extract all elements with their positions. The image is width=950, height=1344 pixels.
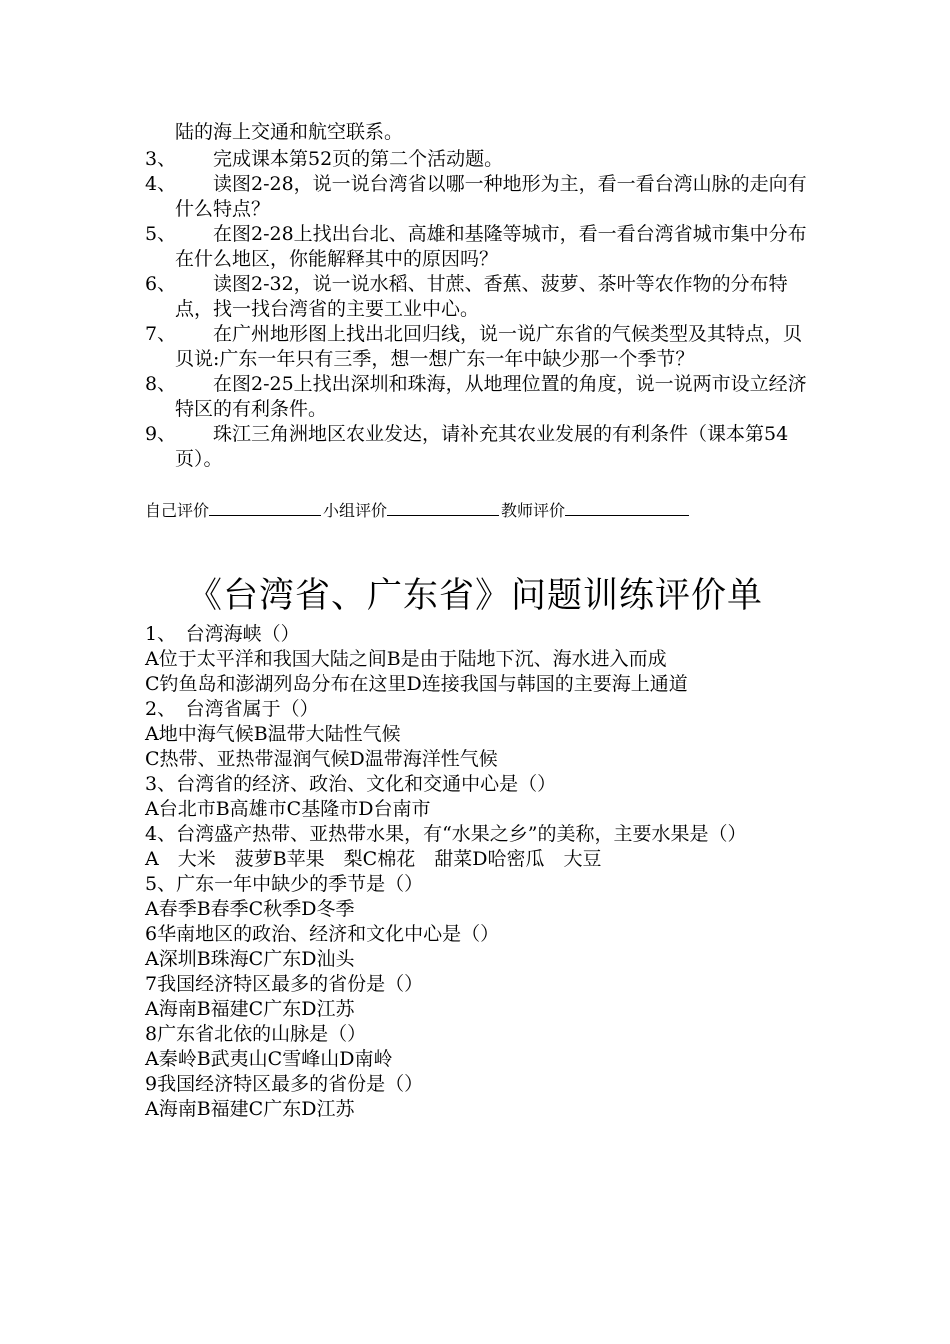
item-text: 读图2-28，说一说台湾省以哪一种地形为主，看一看台湾山脉的走向有什么特点？ [175, 173, 807, 220]
item-text: 在广州地形图上找出北回归线，说一说广东省的气候类型及其特点，贝贝说:广东一年只有三季，想一想广东一年中缺少那一个季节？ [175, 323, 803, 370]
list-item [145, 422, 810, 472]
evaluation-row [145, 498, 691, 523]
group-eval-label: 小组评价 [323, 501, 388, 520]
item-number: 8、 [145, 373, 177, 395]
self-eval-blank[interactable] [209, 498, 321, 516]
list-item [145, 172, 810, 222]
quiz-line: C钓鱼岛和澎湖列岛分布在这里D连接我国与韩国的主要海上通道 [145, 673, 688, 695]
quiz-line: A 大米 菠萝B苹果 梨C棉花 甜菜D哈密瓜 大豆 [145, 848, 602, 870]
teacher-eval-label: 教师评价 [501, 501, 566, 520]
list-continuation: 陆的海上交通和航空联系。 [175, 121, 404, 143]
item-number: 9、 [145, 423, 177, 445]
quiz-line: A海南B福建C广东D江苏 [145, 998, 355, 1020]
group-eval-blank[interactable] [387, 498, 499, 516]
quiz-line: 3、台湾省的经济、政治、文化和交通中心是（） [145, 773, 557, 795]
list-item [145, 322, 810, 372]
self-eval-label: 自己评价 [145, 501, 210, 520]
item-number: 3、 [145, 148, 177, 170]
quiz-line: 6华南地区的政治、经济和文化中心是（） [145, 923, 500, 945]
item-text: 完成课本第52页的第二个活动题。 [213, 148, 504, 170]
quiz-line: A春季B春季C秋季D冬季 [145, 898, 355, 920]
item-number: 4、 [145, 173, 177, 195]
page-title: 《台湾省、广东省》问题训练评价单 [186, 576, 763, 616]
quiz-line: 9我国经济特区最多的省份是（） [145, 1073, 424, 1095]
quiz-line: C热带、亚热带湿润气候D温带海洋性气候 [145, 748, 498, 770]
quiz-line: 1、 台湾海峡（） [145, 623, 300, 645]
quiz-line: A深圳B珠海C广东D汕头 [145, 948, 355, 970]
quiz-line: A秦岭B武夷山C雪峰山D南岭 [145, 1048, 393, 1070]
quiz-line: 5、广东一年中缺少的季节是（） [145, 873, 424, 895]
item-number: 5、 [145, 223, 177, 245]
item-text: 在图2-28上找出台北、高雄和基隆等城市，看一看台湾省城市集中分布在什么地区，你能解释其中的原因吗？ [175, 223, 807, 270]
quiz-line: 8广东省北依的山脉是（） [145, 1023, 367, 1045]
quiz-line: A台北市B高雄市C基隆市D台南市 [145, 798, 431, 820]
list-item [145, 272, 810, 322]
quiz-line: 7我国经济特区最多的省份是（） [145, 973, 424, 995]
quiz-line: A海南B福建C广东D江苏 [145, 1098, 355, 1120]
list-item [145, 222, 810, 272]
activity-list [145, 120, 810, 472]
quiz-line: A位于太平洋和我国大陆之间B是由于陆地下沉、海水进入而成 [145, 648, 667, 670]
item-text: 读图2-32，说一说水稻、甘蔗、香蕉、菠萝、茶叶等农作物的分布特点，找一找台湾省的主要工业中心。 [175, 273, 788, 320]
list-item [145, 147, 810, 172]
item-number: 6、 [145, 273, 177, 295]
quiz-line: 2、 台湾省属于（） [145, 698, 319, 720]
item-text: 珠江三角洲地区农业发达，请补充其农业发展的有利条件（课本第54页）。 [175, 423, 789, 470]
list-item [145, 372, 810, 422]
item-number: 7、 [145, 323, 177, 345]
teacher-eval-blank[interactable] [565, 498, 689, 516]
item-text: 在图2-25上找出深圳和珠海，从地理位置的角度，说一说两市设立经济特区的有利条件。 [175, 373, 807, 420]
quiz-line: A地中海气候B温带大陆性气候 [145, 723, 401, 745]
quiz-section [145, 622, 810, 1122]
quiz-line: 4、台湾盛产热带、亚热带水果，有“水果之乡”的美称，主要水果是（） [145, 823, 747, 845]
